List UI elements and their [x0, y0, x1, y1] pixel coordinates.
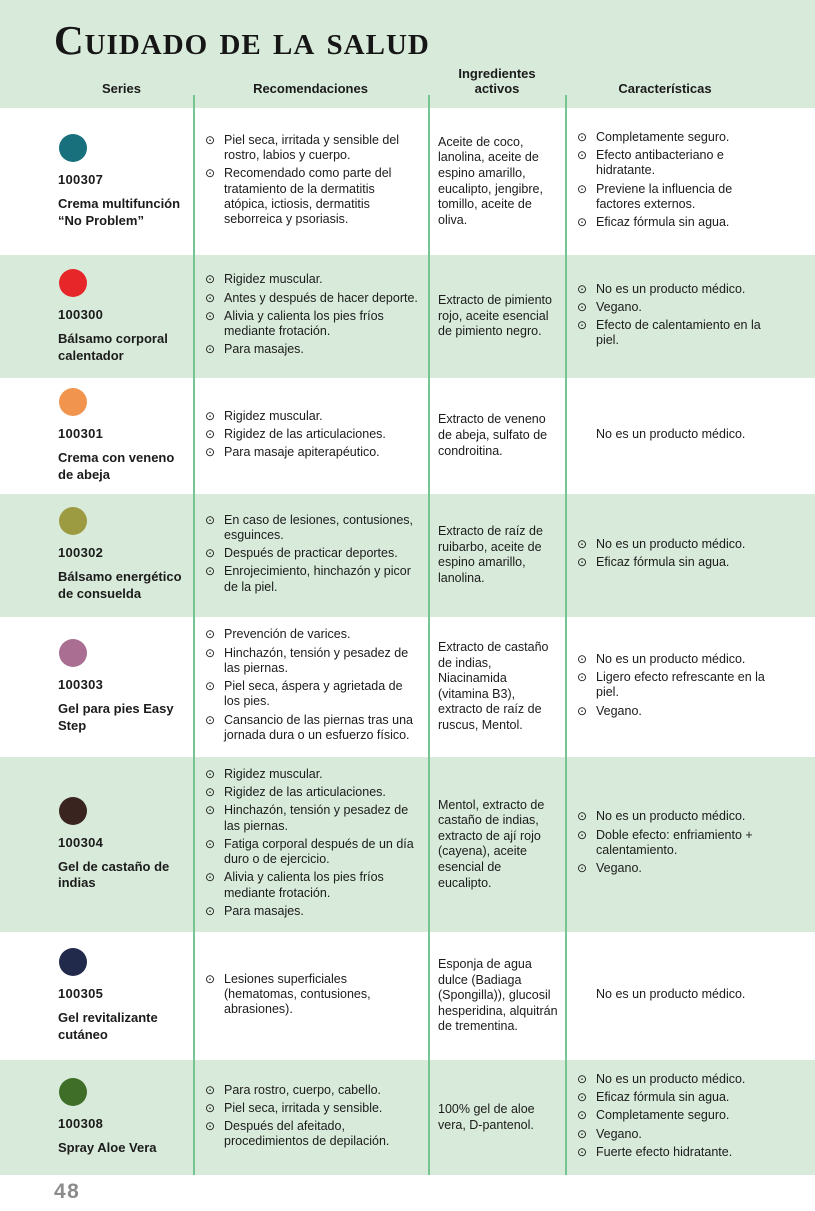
list-item [577, 809, 809, 824]
target-bullet-icon: ⊙ [577, 299, 588, 314]
list-item-text: Antes y después de hacer deporte. [224, 290, 418, 305]
product-code: 100307 [58, 171, 104, 187]
recommendations-cell [193, 494, 428, 617]
target-bullet-icon: ⊙ [205, 627, 216, 642]
list-item [205, 785, 422, 800]
recommendations-cell [193, 617, 428, 757]
recommendations-list [205, 972, 422, 1021]
list-item-text: No es un producto médico. [596, 426, 746, 441]
target-bullet-icon: ⊙ [205, 308, 216, 323]
series-cell [0, 108, 193, 255]
list-item-text: Vegano. [596, 299, 642, 314]
target-bullet-icon: ⊙ [205, 870, 216, 885]
list-item-text: En caso de lesiones, contusiones, esguinces. [224, 512, 414, 542]
page-number: 48 [54, 1180, 81, 1204]
recommendations-cell [193, 1060, 428, 1175]
target-bullet-icon: ⊙ [577, 809, 588, 824]
target-bullet-icon: ⊙ [577, 215, 588, 229]
characteristics-list [577, 809, 809, 879]
list-item-text: Rigidez de las articulaciones. [224, 785, 386, 800]
characteristics-list [577, 282, 809, 352]
ingredients-cell [428, 255, 565, 378]
list-item-text: Hinchazón, tensión y pesadez de las piernas. [224, 803, 409, 833]
list-item-text: Eficaz fórmula sin agua. [596, 215, 730, 229]
page-title: Cuidado de la salud [54, 17, 430, 63]
recommendations-list [205, 272, 422, 360]
product-name: Crema con veneno de abeja [58, 450, 175, 482]
list-item-text: Doble efecto: enfriamiento + calentamiento. [596, 827, 753, 857]
target-bullet-icon: ⊙ [205, 408, 216, 423]
list-item-text: Piel seca, irritada y sensible. [224, 1100, 383, 1115]
list-item-text: Lesiones superficiales (hematomas, contusiones, abrasiones). [224, 971, 371, 1017]
list-item [205, 1119, 422, 1150]
product-code: 100308 [58, 1116, 104, 1132]
list-item [205, 409, 422, 424]
list-item-text: No es un producto médico. [596, 986, 746, 1001]
list-item [205, 546, 422, 561]
characteristics-cell [565, 1060, 815, 1175]
target-bullet-icon: ⊙ [577, 148, 588, 162]
target-bullet-icon [577, 427, 596, 442]
list-item-text: Previene la influencia de factores externos. [596, 181, 733, 211]
product-name: Gel para pies Easy Step [58, 700, 174, 733]
list-item-text: Completamente seguro. [596, 1108, 730, 1123]
list-item [205, 342, 422, 357]
characteristics-list [577, 130, 809, 234]
product-color-dot-icon [59, 507, 87, 535]
ingredients-text: Mentol, extracto de castaño de indias, extracto de ají rojo (cayena), aceite esencial de eucalipto. [438, 797, 545, 890]
recommendations-list [205, 409, 422, 464]
list-item [577, 537, 809, 552]
series-cell [0, 378, 193, 494]
list-item [577, 670, 809, 701]
product-color-dot-icon [59, 134, 87, 162]
ingredients-text: Extracto de veneno de abeja, sulfato de condroitina. [438, 412, 548, 458]
list-item-text: Rigidez muscular. [224, 766, 323, 781]
list-item [205, 646, 422, 677]
product-code: 100303 [58, 676, 104, 692]
list-item-text: No es un producto médico. [596, 1071, 746, 1086]
product-row-100300 [0, 255, 815, 378]
characteristics-cell [565, 617, 815, 757]
product-row-100308 [0, 1060, 815, 1175]
target-bullet-icon: ⊙ [205, 1100, 216, 1115]
list-item-text: Para masajes. [224, 903, 304, 918]
product-name: Crema multifunción “No Problem” [58, 195, 181, 228]
characteristics-cell [565, 494, 815, 617]
target-bullet-icon: ⊙ [577, 281, 588, 296]
list-item [205, 309, 422, 340]
list-item-text: Efecto de calentamiento en la piel. [596, 318, 761, 348]
product-row-100302 [0, 494, 815, 617]
product-code: 100300 [58, 306, 104, 322]
product-name: Gel revitalizante cutáneo [58, 1010, 158, 1043]
characteristics-cell [565, 932, 815, 1060]
list-item-text: Después del afeitado, procedimientos de depilación. [224, 1119, 390, 1149]
ingredients-cell [428, 378, 565, 494]
list-item [205, 713, 422, 744]
list-item [577, 300, 809, 315]
list-item [577, 1090, 809, 1105]
characteristics-list [577, 537, 809, 574]
target-bullet-icon: ⊙ [205, 679, 216, 694]
list-item-text: No es un producto médico. [596, 651, 746, 666]
product-name: Gel de castaño de indias [58, 858, 170, 891]
target-bullet-icon: ⊙ [205, 512, 216, 527]
list-item [205, 767, 422, 782]
product-color-dot-icon [59, 948, 87, 976]
product-code: 100302 [58, 545, 104, 561]
product-color-dot-icon [59, 269, 87, 297]
recommendations-list [205, 767, 422, 922]
series-cell [0, 932, 193, 1060]
list-item-text: Piel seca, áspera y agrietada de los pies. [224, 679, 403, 709]
product-row-100301 [0, 378, 815, 494]
column-divider [428, 95, 430, 108]
target-bullet-icon: ⊙ [577, 861, 588, 876]
list-item-text: Piel seca, irritada y sensible del rostro, labios y cuerpo. [224, 132, 400, 162]
characteristics-list [577, 987, 809, 1005]
column-header-recommendations: Recomendaciones [253, 81, 368, 97]
product-row-100307 [0, 108, 815, 255]
list-item [205, 133, 422, 164]
recommendations-cell [193, 757, 428, 932]
target-bullet-icon: ⊙ [577, 1071, 588, 1086]
column-header-active-ingredients: Ingredientes activos [458, 66, 536, 97]
ingredients-text: Extracto de raíz de ruibarbo, aceite de espino amarillo, lanolina. [438, 524, 543, 585]
ingredients-cell [428, 617, 565, 757]
list-item-text: Después de practicar deportes. [224, 546, 398, 561]
recommendations-cell [193, 378, 428, 494]
list-item [577, 828, 809, 859]
characteristics-cell [565, 757, 815, 932]
list-item [577, 1127, 809, 1142]
product-row-100303 [0, 617, 815, 757]
list-item [205, 679, 422, 710]
ingredients-text: Aceite de coco, lanolina, aceite de espino amarillo, eucalipto, jengibre, tomillo, aceite de oliva. [438, 134, 543, 227]
recommendations-list [205, 627, 422, 746]
ingredients-cell [428, 108, 565, 255]
ingredients-text: Extracto de castaño de indias, Niacinamida (vitamina B3), extracto de raíz de ruscus, Mentol. [438, 639, 549, 733]
page-header [0, 0, 815, 108]
list-item-text: Eficaz fórmula sin agua. [596, 555, 730, 570]
list-item [205, 972, 422, 1018]
ingredients-cell [428, 932, 565, 1060]
target-bullet-icon: ⊙ [205, 766, 216, 781]
product-color-dot-icon [59, 639, 87, 667]
product-name: Bálsamo energético de consuelda [58, 569, 182, 602]
product-code: 100301 [58, 426, 104, 441]
list-item [577, 318, 809, 349]
product-name: Bálsamo corporal calentador [58, 330, 168, 363]
list-item-text: Alivia y calienta los pies fríos mediante frotación. [224, 308, 384, 339]
target-bullet-icon: ⊙ [205, 290, 216, 305]
list-item [577, 652, 809, 667]
target-bullet-icon: ⊙ [205, 1119, 216, 1134]
list-item-text: Rigidez muscular. [224, 272, 323, 287]
column-header-characteristics: Características [618, 81, 712, 97]
target-bullet-icon: ⊙ [205, 645, 216, 660]
target-bullet-icon: ⊙ [577, 1108, 588, 1123]
target-bullet-icon: ⊙ [577, 1090, 588, 1105]
column-header-series: Series [101, 81, 142, 97]
list-item-text: Eficaz fórmula sin agua. [596, 1090, 730, 1105]
product-code: 100305 [58, 986, 104, 1002]
list-item [577, 1072, 809, 1087]
list-item [205, 627, 422, 642]
list-item [205, 1101, 422, 1116]
list-item [577, 282, 809, 297]
page-footer [0, 1175, 815, 1211]
list-item-text: Ligero efecto refrescante en la piel. [596, 670, 765, 700]
characteristics-list [577, 1072, 809, 1163]
ingredients-text: Extracto de pimiento rojo, aceite esencial de pimiento negro. [438, 293, 552, 339]
list-item [577, 1108, 809, 1123]
target-bullet-icon: ⊙ [205, 272, 216, 287]
list-item [577, 555, 809, 570]
ingredients-cell [428, 1060, 565, 1175]
list-item [205, 870, 422, 901]
target-bullet-icon: ⊙ [577, 670, 588, 685]
ingredients-cell [428, 494, 565, 617]
product-color-dot-icon [59, 797, 87, 825]
list-item [577, 861, 809, 876]
target-bullet-icon: ⊙ [205, 836, 216, 851]
target-bullet-icon: ⊙ [205, 785, 216, 800]
list-item [205, 272, 422, 287]
recommendations-list [205, 1083, 422, 1153]
list-item-text: Rigidez de las articulaciones. [224, 426, 386, 441]
characteristics-list [577, 427, 809, 445]
list-item-text: No es un producto médico. [596, 537, 746, 552]
target-bullet-icon: ⊙ [577, 555, 588, 570]
recommendations-cell [193, 932, 428, 1060]
target-bullet-icon: ⊙ [577, 703, 588, 718]
list-item [577, 130, 809, 145]
list-item [577, 148, 809, 179]
list-item-text: Alivia y calienta los pies fríos mediante frotación. [224, 870, 384, 900]
list-item-text: Hinchazón, tensión y pesadez de las piernas. [224, 645, 409, 675]
column-divider [565, 95, 567, 108]
target-bullet-icon: ⊙ [205, 803, 216, 818]
characteristics-cell [565, 378, 815, 494]
list-item [205, 291, 422, 306]
target-bullet-icon: ⊙ [205, 1082, 216, 1097]
target-bullet-icon: ⊙ [205, 564, 216, 579]
list-item [205, 166, 422, 227]
series-cell [0, 255, 193, 378]
list-item-text: No es un producto médico. [596, 281, 746, 296]
recommendations-cell [193, 108, 428, 255]
target-bullet-icon: ⊙ [205, 426, 216, 441]
list-item-text: Enrojecimiento, hinchazón y picor de la piel. [224, 564, 411, 594]
list-item-text: Fuerte efecto hidratante. [596, 1144, 733, 1159]
product-name: Spray Aloe Vera [58, 1140, 157, 1156]
series-cell [0, 617, 193, 757]
list-item [205, 904, 422, 919]
ingredients-cell [428, 757, 565, 932]
list-item-text: Para masajes. [224, 342, 304, 357]
characteristics-cell [565, 108, 815, 255]
list-item-text: Rigidez muscular. [224, 408, 323, 423]
list-item [205, 564, 422, 595]
target-bullet-icon: ⊙ [205, 903, 216, 918]
list-item-text: Fatiga corporal después de un día duro o de ejercicio. [224, 836, 414, 867]
column-divider [193, 95, 195, 108]
target-bullet-icon: ⊙ [577, 827, 588, 842]
target-bullet-icon: ⊙ [205, 445, 216, 460]
target-bullet-icon: ⊙ [205, 712, 216, 727]
series-cell [0, 1060, 193, 1175]
product-row-100305 [0, 932, 815, 1060]
product-row-100304 [0, 757, 815, 932]
list-item [577, 215, 809, 230]
list-item [577, 704, 809, 719]
ingredients-text: Esponja de agua dulce (Badiaga (Spongilla)), glucosil hesperidina, alquitrán de trementina. [438, 956, 558, 1034]
list-item-text: Vegano. [596, 703, 642, 718]
list-item-text: Para rostro, cuerpo, cabello. [224, 1082, 382, 1097]
target-bullet-icon: ⊙ [577, 651, 588, 666]
list-item-text: Cansancio de las piernas tras una jornada dura o un esfuerzo físico. [224, 712, 414, 742]
list-item [577, 987, 809, 1002]
recommendations-cell [193, 255, 428, 378]
list-item-text: Prevención de varices. [224, 627, 351, 642]
list-item-text: Recomendado como parte del tratamiento de la dermatitis atópica, ictiosis, dermatitis seborreica y psoriasis. [224, 166, 392, 226]
product-table [0, 108, 815, 1175]
characteristics-cell [565, 255, 815, 378]
target-bullet-icon: ⊙ [577, 537, 588, 552]
recommendations-list [205, 133, 422, 231]
list-item [577, 182, 809, 213]
list-item [205, 513, 422, 544]
list-item-text: No es un producto médico. [596, 809, 746, 824]
recommendations-list [205, 513, 422, 598]
target-bullet-icon: ⊙ [205, 132, 216, 147]
list-item [205, 803, 422, 834]
list-item-text: Vegano. [596, 861, 642, 876]
list-item [205, 837, 422, 868]
target-bullet-icon: ⊙ [577, 1144, 588, 1159]
ingredients-text: 100% gel de aloe vera, D-pantenol. [438, 1101, 535, 1132]
list-item-text: Vegano. [596, 1126, 642, 1141]
target-bullet-icon [577, 987, 596, 1002]
list-item [577, 427, 809, 442]
list-item [205, 427, 422, 442]
target-bullet-icon: ⊙ [205, 342, 216, 357]
product-color-dot-icon [59, 1078, 87, 1106]
target-bullet-icon: ⊙ [577, 181, 588, 196]
product-color-dot-icon [59, 388, 87, 416]
list-item [577, 1145, 809, 1160]
target-bullet-icon: ⊙ [577, 318, 588, 332]
list-item [205, 445, 422, 460]
target-bullet-icon: ⊙ [577, 129, 588, 144]
product-code: 100304 [58, 834, 104, 850]
series-cell [0, 757, 193, 932]
list-item-text: Completamente seguro. [596, 129, 730, 144]
target-bullet-icon: ⊙ [205, 971, 216, 986]
list-item [205, 1083, 422, 1098]
series-cell [0, 494, 193, 617]
target-bullet-icon: ⊙ [577, 1126, 588, 1141]
characteristics-list [577, 652, 809, 722]
list-item-text: Efecto antibacteriano e hidratante. [596, 148, 724, 178]
list-item-text: Para masaje apiterapéutico. [224, 445, 380, 460]
target-bullet-icon: ⊙ [205, 546, 216, 561]
target-bullet-icon: ⊙ [205, 166, 216, 181]
